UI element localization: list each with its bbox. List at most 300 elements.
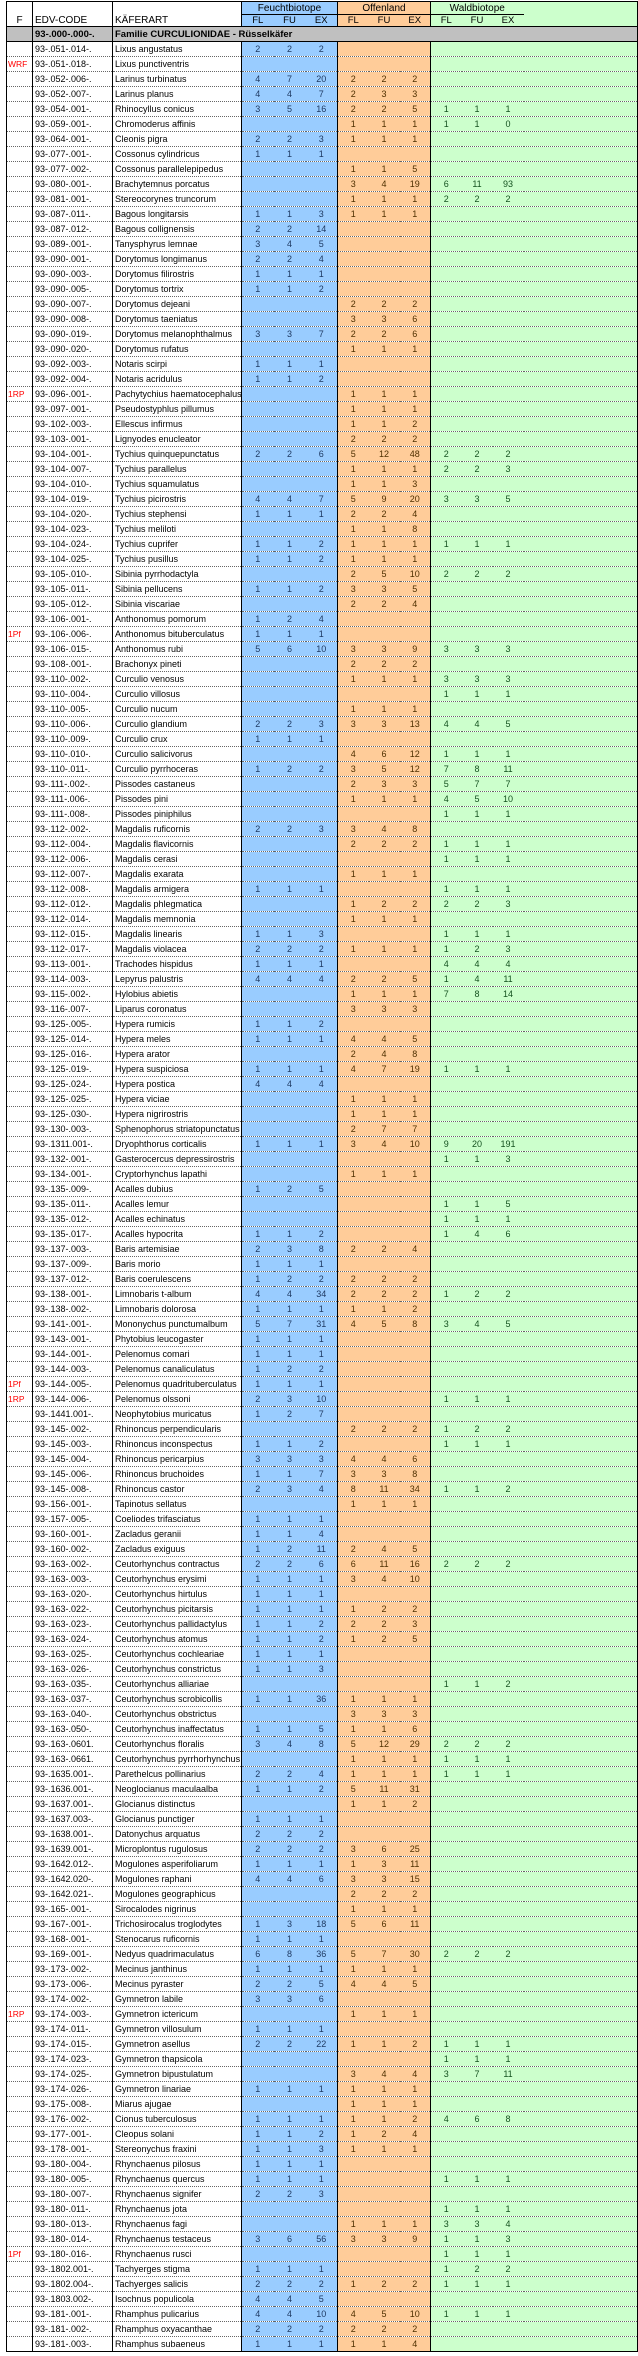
red-list-flag [7, 912, 33, 927]
offen-fu-value: 1 [369, 702, 400, 717]
wald-fu-value [462, 912, 493, 927]
offen-fu-value: 2 [369, 1272, 400, 1287]
red-list-flag [7, 942, 33, 957]
feucht-fu-value: 4 [274, 1077, 306, 1092]
feucht-fu-value [274, 2247, 306, 2262]
species-name-cell: Curculio glandium [113, 717, 242, 732]
edv-code-cell: 93-.052-.006-. [33, 72, 113, 87]
wald-ex-value [493, 1122, 524, 1137]
species-row [7, 252, 638, 267]
wald-fu-value: 2 [462, 942, 493, 957]
feucht-fu-value: 1 [274, 2112, 306, 2127]
red-list-flag [7, 1542, 33, 1557]
feucht-fl-value: 1 [242, 1032, 274, 1047]
wald-ex-value [493, 1842, 524, 1857]
feucht-ex-value: 1 [306, 1932, 338, 1947]
feucht-fu-value: 1 [274, 2022, 306, 2037]
wald-fl-value [431, 1962, 462, 1977]
offen-ex-value [400, 807, 431, 822]
wald-ex-value: 1 [493, 1437, 524, 1452]
wald-fu-value [462, 2142, 493, 2157]
wald-fu-value: 8 [462, 762, 493, 777]
offen-fu-value: 5 [369, 762, 400, 777]
edv-code-cell: 93-.160-.002-. [33, 1542, 113, 1557]
red-list-flag [7, 117, 33, 132]
feucht-ex-value: 1 [306, 1857, 338, 1872]
species-name-cell: Ceutorhynchus atomus [113, 1632, 242, 1647]
offen-fu-value [369, 2172, 400, 2187]
wald-fl-value: 6 [431, 177, 462, 192]
offen-fl-value: 2 [338, 507, 369, 522]
feucht-fu-value: 1 [274, 1527, 306, 1542]
offen-fl-value [338, 2262, 369, 2277]
feucht-fu-value [274, 1752, 306, 1767]
feucht-fu-value: 2 [274, 1182, 306, 1197]
species-name-cell: Rhinoncus pericarpius [113, 1452, 242, 1467]
edv-code-cell: 93-.156-.001-. [33, 1497, 113, 1512]
edv-code-cell: 93-.125-.019-. [33, 1062, 113, 1077]
wald-ex-value: 3 [493, 897, 524, 912]
feucht-fu-value [274, 1497, 306, 1512]
offen-ex-value: 4 [400, 2067, 431, 2082]
species-row [7, 117, 638, 132]
offen-fl-value: 3 [338, 1842, 369, 1857]
row-filler [524, 1932, 638, 1947]
red-list-flag: 1RP [7, 387, 33, 402]
species-row [7, 702, 638, 717]
red-list-flag [7, 1902, 33, 1917]
wald-ex-value: 2 [493, 192, 524, 207]
species-name-cell: Nedyus quadrimaculatus [113, 1947, 242, 1962]
edv-code-cell: 93-.112-.007-. [33, 867, 113, 882]
wald-fl-value [431, 1077, 462, 1092]
feucht-fl-value: 5 [242, 1317, 274, 1332]
feucht-fu-value: 1 [274, 537, 306, 552]
wald-fu-value [462, 1857, 493, 1872]
row-filler [524, 1752, 638, 1767]
feucht-fl-value: 1 [242, 957, 274, 972]
feucht-fu-value [274, 1422, 306, 1437]
species-row [7, 57, 638, 72]
red-list-flag [7, 1122, 33, 1137]
red-list-flag [7, 1977, 33, 1992]
offen-ex-value: 2 [400, 1422, 431, 1437]
wald-fl-value [431, 1977, 462, 1992]
offen-fu-value [369, 1647, 400, 1662]
row-filler [524, 1167, 638, 1182]
row-filler [524, 372, 638, 387]
red-list-flag [7, 2022, 33, 2037]
edv-code-cell: 93-.1642.020-. [33, 1872, 113, 1887]
species-name-cell: Cionus tuberculosus [113, 2112, 242, 2127]
edv-code-cell: 93-.059-.001-. [33, 117, 113, 132]
feucht-fu-value [274, 2217, 306, 2232]
feucht-fl-value [242, 1197, 274, 1212]
edv-code-cell: 93-.110-.011-. [33, 762, 113, 777]
wald-ex-value: 2 [493, 1737, 524, 1752]
edv-code-cell: 93-.180-.016-. [33, 2247, 113, 2262]
wald-fu-value: 1 [462, 747, 493, 762]
wald-fl-value [431, 387, 462, 402]
offen-fl-value [338, 732, 369, 747]
species-row [7, 297, 638, 312]
row-filler [524, 1632, 638, 1647]
offen-fl-value: 1 [338, 1902, 369, 1917]
feucht-fl-value: 1 [242, 1362, 274, 1377]
wald-fl-value: 2 [431, 1947, 462, 1962]
wald-fl-value [431, 2022, 462, 2037]
red-list-flag [7, 672, 33, 687]
species-name-cell: Ceutorhynchus scrobicollis [113, 1692, 242, 1707]
edv-code-cell: 93-.178-.001-. [33, 2142, 113, 2157]
feucht-fl-value [242, 1152, 274, 1167]
species-name-cell: Brachonyx pineti [113, 657, 242, 672]
feucht-fl-value: 1 [242, 2262, 274, 2277]
feucht-fu-value [274, 1167, 306, 1182]
offen-ex-value: 2 [400, 417, 431, 432]
wald-ex-value [493, 1932, 524, 1947]
feucht-ex-value: 3 [306, 2142, 338, 2157]
species-name-cell: Tychius stephensi [113, 507, 242, 522]
edv-code-cell: 93-.134-.001-. [33, 1167, 113, 1182]
row-filler [524, 1197, 638, 1212]
offen-ex-value: 2 [400, 2037, 431, 2052]
feucht-ex-value: 3 [306, 2187, 338, 2202]
feucht-ex-value [306, 1167, 338, 1182]
wald-fu-value: 20 [462, 1137, 493, 1152]
feucht-fl-value: 2 [242, 942, 274, 957]
red-list-flag [7, 1302, 33, 1317]
feucht-ex-value: 3 [306, 132, 338, 147]
offen-fu-value: 2 [369, 1422, 400, 1437]
wald-fl-value [431, 417, 462, 432]
wald-fl-value [431, 1002, 462, 1017]
species-name-cell: Cossonus parallelepipedus [113, 162, 242, 177]
offen-fl-value [338, 1647, 369, 1662]
row-filler [524, 1827, 638, 1842]
wald-fu-value: 2 [462, 1557, 493, 1572]
feucht-fl-value: 1 [242, 2157, 274, 2172]
feucht-fu-value [274, 777, 306, 792]
species-row [7, 2037, 638, 2052]
feucht-fu-value: 1 [274, 2127, 306, 2142]
wald-fl-value [431, 57, 462, 72]
wald-fu-value: 1 [462, 687, 493, 702]
row-filler [524, 462, 638, 477]
wald-fl-value [431, 1452, 462, 1467]
red-list-flag [7, 1872, 33, 1887]
offen-fu-value [369, 1992, 400, 2007]
wald-fl-value [431, 72, 462, 87]
feucht-fu-value [274, 387, 306, 402]
offen-fu-value: 3 [369, 1467, 400, 1482]
red-list-flag [7, 792, 33, 807]
feucht-fu-value [274, 432, 306, 447]
wald-ex-value [493, 822, 524, 837]
row-filler [524, 1722, 638, 1737]
wald-fu-value [462, 132, 493, 147]
species-name-cell: Gymnetron labile [113, 1992, 242, 2007]
edv-code-cell: 93-.174-.026-. [33, 2082, 113, 2097]
feucht-ex-value: 31 [306, 1317, 338, 1332]
row-filler [524, 1857, 638, 1872]
red-list-flag [7, 1062, 33, 1077]
wald-ex-value [493, 1107, 524, 1122]
wald-fu-value [462, 1587, 493, 1602]
wald-fl-value [431, 42, 462, 57]
wald-fl-value [431, 1572, 462, 1587]
species-row [7, 1107, 638, 1122]
offen-fl-value: 5 [338, 1782, 369, 1797]
offen-fu-value: 1 [369, 132, 400, 147]
wald-fu-value: 7 [462, 777, 493, 792]
offen-fu-value [369, 1227, 400, 1242]
edv-code-cell: 93-.163-.0601. [33, 1737, 113, 1752]
species-row [7, 1122, 638, 1137]
red-list-flag: 1Pf [7, 627, 33, 642]
wald-fu-value [462, 477, 493, 492]
red-list-flag [7, 1137, 33, 1152]
feucht-ex-value: 6 [306, 1557, 338, 1572]
edv-code-cell: 93-.113-.001-. [33, 957, 113, 972]
offen-fu-value: 1 [369, 2037, 400, 2052]
feucht-fl-value [242, 2097, 274, 2112]
wald-ex-value [493, 1272, 524, 1287]
feucht-ex-value: 1 [306, 1512, 338, 1527]
offen-ex-value: 1 [400, 2082, 431, 2097]
edv-code-cell: 93-.138-.001-. [33, 1287, 113, 1302]
edv-code-cell: 93-.175-.008-. [33, 2097, 113, 2112]
species-name-cell: Gymnetron ictericum [113, 2007, 242, 2022]
wald-fu-value [462, 222, 493, 237]
offen-fu-value: 1 [369, 477, 400, 492]
red-list-flag [7, 882, 33, 897]
species-row [7, 42, 638, 57]
wald-ex-value [493, 1587, 524, 1602]
row-filler [524, 432, 638, 447]
feucht-fu-value: 2 [274, 1272, 306, 1287]
wald-ex-value: 5 [493, 1197, 524, 1212]
offen-fu-value: 2 [369, 897, 400, 912]
feucht-fl-value: 1 [242, 1662, 274, 1677]
wald-fu-value [462, 2007, 493, 2022]
feucht-fl-value [242, 1797, 274, 1812]
feucht-ex-value: 18 [306, 1917, 338, 1932]
offen-fl-value: 1 [338, 1962, 369, 1977]
offen-fl-value [338, 1077, 369, 1092]
feucht-ex-value: 1 [306, 2157, 338, 2172]
wald-fu-value: 1 [462, 882, 493, 897]
offen-fu-value: 1 [369, 387, 400, 402]
wald-fu-value: 1 [462, 102, 493, 117]
feucht-fl-value: 1 [242, 1782, 274, 1797]
species-name-cell: Acalles hypocrita [113, 1227, 242, 1242]
offen-fl-value: 2 [338, 327, 369, 342]
feucht-ex-value [306, 417, 338, 432]
species-name-cell: Ceutorhynchus alliariae [113, 1677, 242, 1692]
wald-fu-value [462, 252, 493, 267]
edv-code-cell: 93-.125-.030-. [33, 1107, 113, 1122]
offen-ex-value [400, 222, 431, 237]
red-list-flag [7, 1077, 33, 1092]
offen-fu-value: 6 [369, 747, 400, 762]
offen-fu-value [369, 1362, 400, 1377]
species-name-cell: Ellescus infirmus [113, 417, 242, 432]
species-row [7, 102, 638, 117]
red-list-flag [7, 1962, 33, 1977]
offen-fl-value: 1 [338, 402, 369, 417]
wald-ex-value: 2 [493, 447, 524, 462]
species-name-cell: Notaris scirpi [113, 357, 242, 372]
feucht-fl-value [242, 657, 274, 672]
red-list-flag [7, 2082, 33, 2097]
offen-fu-value [369, 2157, 400, 2172]
species-row [7, 2322, 638, 2337]
wald-fl-value [431, 1902, 462, 1917]
edv-code-cell: 93-.180-.011-. [33, 2202, 113, 2217]
wald-ex-value [493, 1992, 524, 2007]
edv-code-cell: 93-.077-.001-. [33, 147, 113, 162]
offen-fl-value [338, 57, 369, 72]
offen-fl-value: 1 [338, 1752, 369, 1767]
offen-fu-value: 1 [369, 1722, 400, 1737]
red-list-flag [7, 2037, 33, 2052]
feucht-ex-value [306, 192, 338, 207]
wald-fu-value [462, 42, 493, 57]
feucht-fl-value [242, 987, 274, 1002]
offen-fu-value: 2 [369, 597, 400, 612]
wald-ex-value: 1 [493, 837, 524, 852]
species-name-cell: Cleonis pigra [113, 132, 242, 147]
offen-ex-value: 1 [400, 387, 431, 402]
offen-fu-value [369, 1377, 400, 1392]
subcol-wald-fu: FU [462, 15, 493, 27]
offen-ex-value [400, 2157, 431, 2172]
wald-fu-value: 1 [462, 1677, 493, 1692]
red-list-flag [7, 687, 33, 702]
feucht-fu-value: 3 [274, 1917, 306, 1932]
wald-fl-value [431, 162, 462, 177]
wald-fu-value: 2 [462, 447, 493, 462]
feucht-fu-value: 1 [274, 147, 306, 162]
offen-fu-value: 1 [369, 1107, 400, 1122]
wald-ex-value: 1 [493, 2052, 524, 2067]
wald-fu-value [462, 1572, 493, 1587]
row-filler [524, 642, 638, 657]
wald-fl-value: 2 [431, 192, 462, 207]
feucht-fl-value: 2 [242, 2037, 274, 2052]
row-filler [524, 1527, 638, 1542]
offen-ex-value [400, 732, 431, 747]
row-filler [524, 132, 638, 147]
offen-fu-value [369, 852, 400, 867]
wald-fl-value: 1 [431, 2037, 462, 2052]
row-filler [524, 1662, 638, 1677]
feucht-fu-value [274, 837, 306, 852]
row-filler [524, 1977, 638, 1992]
offen-fu-value: 4 [369, 1047, 400, 1062]
species-row [7, 1242, 638, 1257]
row-filler [524, 1512, 638, 1527]
wald-ex-value: 3 [493, 462, 524, 477]
species-name-cell: Rhinocyllus conicus [113, 102, 242, 117]
feucht-ex-value [306, 777, 338, 792]
offen-ex-value: 2 [400, 2322, 431, 2337]
species-name-cell: Magdalis linearis [113, 927, 242, 942]
species-row [7, 597, 638, 612]
species-row [7, 1482, 638, 1497]
edv-code-cell: 93-.181-.002-. [33, 2322, 113, 2337]
row-filler [524, 1242, 638, 1257]
red-list-flag [7, 927, 33, 942]
offen-ex-value: 15 [400, 1872, 431, 1887]
edv-code-cell: 93-.111-.002-. [33, 777, 113, 792]
feucht-fl-value [242, 852, 274, 867]
wald-ex-value: 2 [493, 1677, 524, 1692]
wald-fu-value [462, 1047, 493, 1062]
offen-fu-value: 11 [369, 1782, 400, 1797]
species-row [7, 1062, 638, 1077]
edv-code-cell: 93-.112-.014-. [33, 912, 113, 927]
edv-code-cell: 93-.110-.010-. [33, 747, 113, 762]
species-row [7, 747, 638, 762]
offen-fu-value: 3 [369, 2232, 400, 2247]
row-filler [524, 2232, 638, 2247]
feucht-ex-value: 1 [306, 2262, 338, 2277]
row-filler [524, 987, 638, 1002]
species-name-cell: Dorytomus taeniatus [113, 312, 242, 327]
wald-fu-value: 1 [462, 2232, 493, 2247]
wald-ex-value [493, 1602, 524, 1617]
species-name-cell: Mogulones asperifoliarum [113, 1857, 242, 1872]
row-filler [524, 1422, 638, 1437]
row-filler [524, 1332, 638, 1347]
subcol-feucht-fl: FL [242, 15, 274, 27]
offen-ex-value: 1 [400, 702, 431, 717]
offen-fl-value [338, 1347, 369, 1362]
feucht-ex-value: 2 [306, 1362, 338, 1377]
feucht-ex-value: 2 [306, 762, 338, 777]
feucht-fu-value: 1 [274, 1647, 306, 1662]
row-filler [524, 1737, 638, 1752]
species-row [7, 327, 638, 342]
feucht-fl-value: 1 [242, 2082, 274, 2097]
feucht-ex-value: 4 [306, 1767, 338, 1782]
row-filler [524, 1407, 638, 1422]
wald-fl-value [431, 1377, 462, 1392]
wald-ex-value: 1 [493, 687, 524, 702]
offen-fu-value [369, 1512, 400, 1527]
red-list-flag [7, 1467, 33, 1482]
feucht-fl-value [242, 192, 274, 207]
feucht-fl-value [242, 867, 274, 882]
species-row [7, 192, 638, 207]
wald-fl-value: 1 [431, 537, 462, 552]
offen-ex-value: 2 [400, 897, 431, 912]
edv-code-cell: 93-.112-.002-. [33, 822, 113, 837]
offen-fu-value: 2 [369, 72, 400, 87]
wald-ex-value [493, 342, 524, 357]
offen-ex-value: 6 [400, 312, 431, 327]
species-name-cell: Tychius quinquepunctatus [113, 447, 242, 462]
row-filler [524, 1917, 638, 1932]
offen-ex-value: 2 [400, 657, 431, 672]
row-filler [524, 237, 638, 252]
wald-fu-value [462, 267, 493, 282]
feucht-fl-value [242, 1497, 274, 1512]
feucht-fl-value: 1 [242, 1617, 274, 1632]
wald-ex-value: 2 [493, 567, 524, 582]
